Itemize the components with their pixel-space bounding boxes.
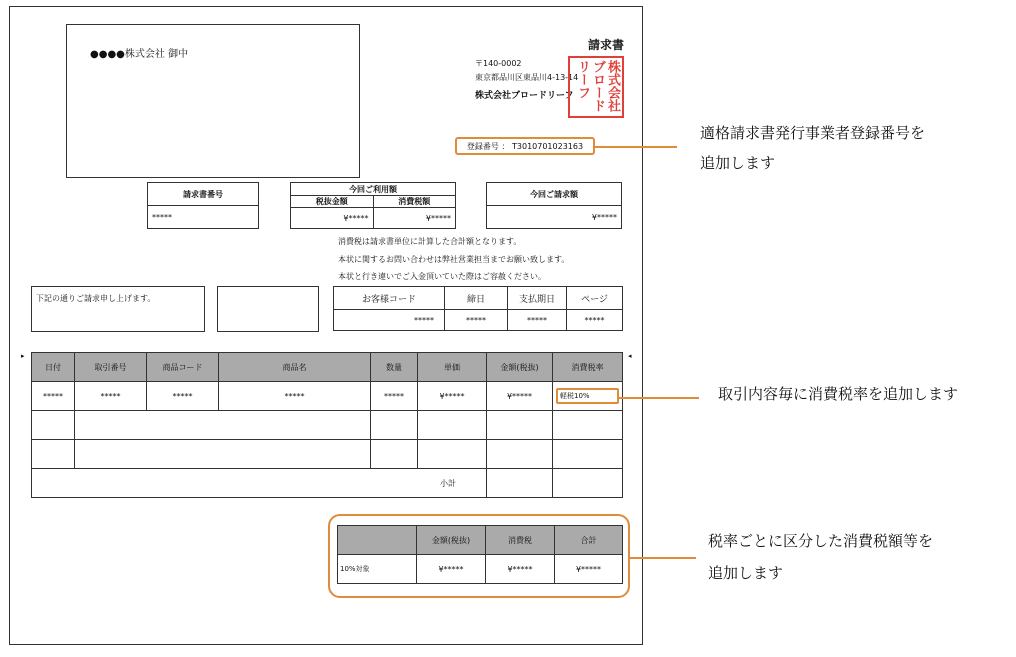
col-trans-no: 取引番号 <box>75 353 147 382</box>
annotation-tax-summary <box>708 528 933 586</box>
invoice-number-label: 請求書番号 <box>148 183 259 206</box>
page-value: ***** <box>567 310 623 331</box>
col-tax-rate: 消費税率 <box>553 353 623 382</box>
col-product-name: 商品名 <box>219 353 371 382</box>
annotation-tax-rate: 取引内容毎に消費税率を追加します <box>718 385 959 403</box>
customer-table <box>333 286 623 331</box>
cell-quantity: ***** <box>371 382 418 411</box>
tax-summary-header-tax: 消費税 <box>486 526 555 555</box>
table-row <box>32 382 623 411</box>
invoice-number-box <box>147 182 259 229</box>
customer-code-value: ***** <box>334 310 445 331</box>
tax-label: 消費税額 <box>373 196 456 208</box>
right-marker-icon: ◂ <box>628 352 632 360</box>
annotation-tax-summary-line2: 追加します <box>708 564 784 582</box>
closing-date-header: 締日 <box>445 287 508 310</box>
addressee: ●●●●株式会社 御中 <box>90 49 189 60</box>
table-row <box>32 411 623 440</box>
postal-code: 〒140-0002 <box>475 59 522 68</box>
invoice-title: 請求書 <box>588 38 625 52</box>
cell-product-name: ***** <box>219 382 371 411</box>
subtotal-label: 小計 <box>32 469 487 498</box>
cell-tax-rate <box>553 382 623 411</box>
issuer-address: 東京都品川区東品川4-13-14 <box>475 73 579 82</box>
tax-summary-rate: 10%対象 <box>338 555 417 584</box>
tax-rate-highlight: 軽税10% <box>556 388 619 404</box>
cell-date: ***** <box>32 382 75 411</box>
due-date-value: ***** <box>508 310 567 331</box>
tax-summary-header-total: 合計 <box>555 526 623 555</box>
cell-amount: ¥***** <box>487 382 553 411</box>
pretax-label: 税抜金額 <box>291 196 374 208</box>
col-quantity: 数量 <box>371 353 418 382</box>
blank-box <box>217 286 319 332</box>
table-row <box>32 440 623 469</box>
col-date: 日付 <box>32 353 75 382</box>
billing-value: ¥***** <box>487 206 622 229</box>
registration-number <box>455 137 595 155</box>
company-seal: 株式会社ブロードリーフ <box>568 56 624 118</box>
tax-summary-header-amount: 金額(税抜) <box>417 526 486 555</box>
subtotal-value <box>487 469 553 498</box>
billing-box <box>486 182 622 229</box>
connector-line-1 <box>595 146 677 148</box>
col-unit-price: 単価 <box>418 353 487 382</box>
cell-product-code: ***** <box>147 382 219 411</box>
left-marker-icon: ▸ <box>21 352 25 360</box>
annotation-registration-line1: 適格請求書発行事業者登録番号を <box>700 124 926 142</box>
annotation-tax-summary-line1: 税率ごとに区分した消費税額等を <box>708 532 934 550</box>
annotation-registration <box>700 120 925 176</box>
page-header: ページ <box>567 287 623 310</box>
note-3: 本状と行き違いでご入金頂いていた際はご容赦ください。 <box>338 272 546 281</box>
closing-date-value: ***** <box>445 310 508 331</box>
annotation-registration-line2: 追加します <box>700 154 776 172</box>
message-box <box>31 286 205 332</box>
col-amount: 金額(税抜) <box>487 353 553 382</box>
issuer-company: 株式会社ブロードリーフ <box>475 91 574 101</box>
cell-unit-price: ¥***** <box>418 382 487 411</box>
tax-summary-header-blank <box>338 526 417 555</box>
customer-code-header: お客様コード <box>334 287 445 310</box>
tax-summary-table <box>337 525 623 584</box>
subtotal-blank <box>553 469 623 498</box>
invoice-number-value: ***** <box>148 206 259 229</box>
due-date-header: 支払期日 <box>508 287 567 310</box>
cell-trans-no: ***** <box>75 382 147 411</box>
usage-box <box>290 182 456 229</box>
connector-line-2 <box>617 397 699 399</box>
tax-summary-amount: ¥***** <box>417 555 486 584</box>
note-2: 本状に関するお問い合わせは弊社営業担当までお願い致します。 <box>338 255 570 264</box>
message-text: 下記の通りご請求申し上げます。 <box>36 294 156 303</box>
connector-line-3 <box>630 557 696 559</box>
usage-label: 今回ご利用額 <box>291 183 456 196</box>
subtotal-row <box>32 469 623 498</box>
col-product-code: 商品コード <box>147 353 219 382</box>
billing-label: 今回ご請求額 <box>487 183 622 206</box>
note-1: 消費税は請求書単位に計算した合計額となります。 <box>338 237 522 246</box>
tax-value: ¥***** <box>373 208 456 229</box>
tax-summary-total: ¥***** <box>555 555 623 584</box>
items-table <box>31 352 623 498</box>
registration-text: 登録番号 ： T3010701023163 <box>466 141 584 151</box>
tax-summary-tax: ¥***** <box>486 555 555 584</box>
pretax-value: ¥***** <box>291 208 374 229</box>
